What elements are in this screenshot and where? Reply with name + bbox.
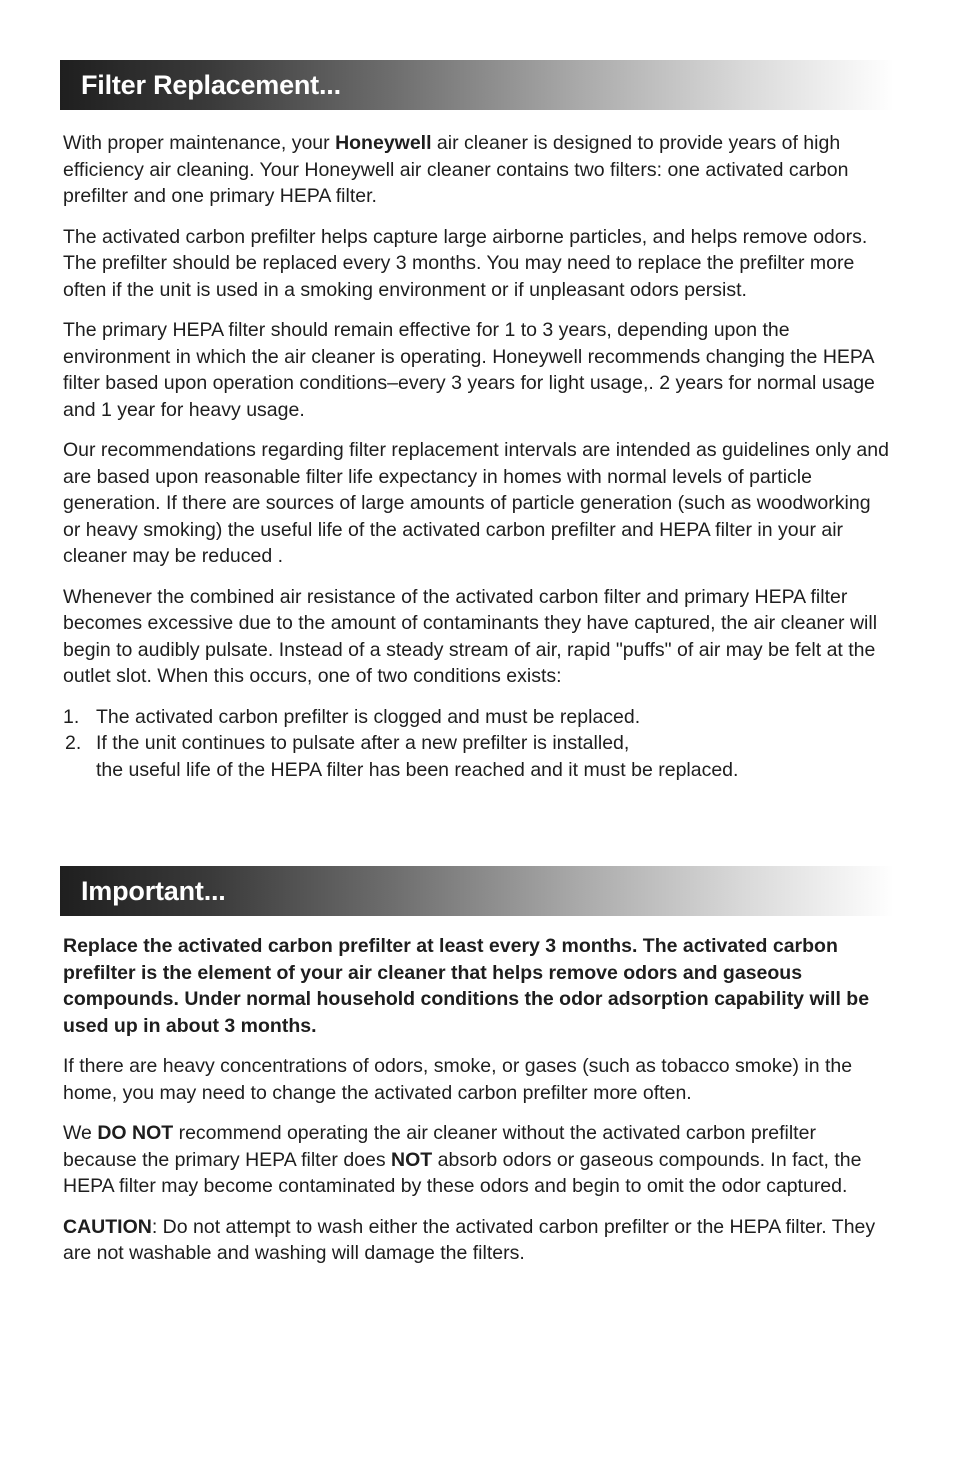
pulsate-paragraph: Whenever the combined air resistance of the activated carbon filter and primary HEPA filter becomes excessive due to the amount of contaminants they have captured, the air cleaner will begin to audibly pulsate. Instead of a steady stream of air, rapid "puffs" of air may be felt at the outlet slot. When this occurs, one of two conditions exists: [63, 585, 878, 687]
intro-paragraph: With proper maintenance, your Honeywell air cleaner is designed to provide years of high efficiency air cleaning. Your Honeywell air cleaner contains two filters: one activated carbon prefilter and one primary HEPA filter. [63, 132, 849, 207]
important-heading: Important... [81, 876, 226, 906]
filter-replacement-heading: Filter Replacement... [81, 70, 341, 100]
caution-paragraph: CAUTION: Do not attempt to wash either the activated carbon prefilter or the HEPA filter. They are not washable and washing will damage the filters. [63, 1215, 876, 1264]
important-lead-paragraph: Replace the activated carbon prefilter at least every 3 months. The activated carbon prefilter is the element of your air cleaner that helps remove odors and gaseous compounds. Under normal household conditions the odor adsorption capability will be used up in about 3 months. [63, 935, 870, 1037]
do-not-paragraph: We DO NOT recommend operating the air cleaner without the activated carbon prefilter because the primary HEPA filter does NOT absorb odors or gaseous compounds. In fact, the HEPA filter may become contaminated by these odors and begin to omit the odor captured. [63, 1122, 862, 1197]
caution-label: CAUTION [63, 1215, 152, 1238]
recommendations-paragraph: Our recommendations regarding filter replacement intervals are intended as guidelines only and are based upon reasonable filter life expectancy in homes with normal levels of particle generation. If there are sources of large amounts of particle generation (such as woodworking or heavy smoking) the useful life of the activated carbon prefilter and HEPA filter in your air cleaner may be reduced . [63, 439, 889, 567]
brand-name: Honeywell [335, 132, 432, 154]
prefilter-paragraph: The activated carbon prefilter helps capture large airborne particles, and helps remove odors. The prefilter should be replaced every 3 months. You may need to replace the prefilter more often if the unit is used in a smoking environment or if unpleasant odors persist. [63, 225, 868, 301]
conditions-list [63, 704, 893, 784]
filter-replacement-body [63, 130, 893, 783]
list-item: 2. If the unit continues to pulsate after a new prefilter is installed, the useful life of the HEPA filter has been reached and it must be replaced. [65, 732, 739, 781]
list-item: 1. The activated carbon prefilter is clogged and must be replaced. [63, 705, 641, 728]
heavy-concentrations-paragraph: If there are heavy concentrations of odors, smoke, or gases (such as tobacco smoke) in the home, you may need to change the activated carbon prefilter more often. [63, 1055, 853, 1104]
hepa-paragraph: The primary HEPA filter should remain effective for 1 to 3 years, depending upon the environment in which the air cleaner is operating. Honeywell recommends changing the HEPA filter based upon operation conditions–every 3 years for light usage,. 2 years for normal usage and 1 year for heavy usage. [63, 319, 875, 421]
filter-replacement-banner [60, 60, 894, 110]
important-banner [60, 866, 894, 916]
important-body [63, 933, 893, 1281]
